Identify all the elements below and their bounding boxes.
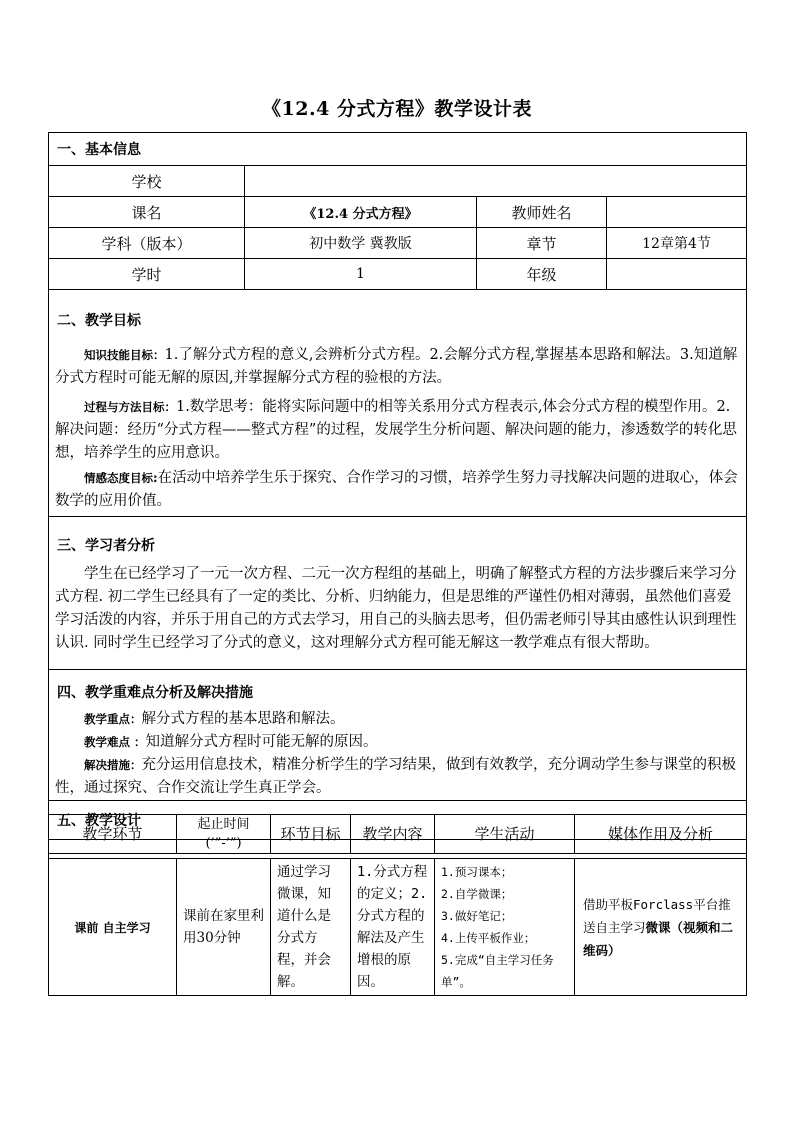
value-subject: 初中数学 冀教版 <box>245 228 477 259</box>
value-school <box>245 166 747 197</box>
objective-emotion-label: 情感态度目标: <box>84 471 158 485</box>
label-teacher: 教师姓名 <box>477 197 607 228</box>
objective-emotion <box>49 467 746 513</box>
activity-item: 5.完成“自主学习任务单”。 <box>441 953 554 989</box>
learner-analysis-text: 学生在已经学习了一元一次方程、二元一次方程组的基础上，明确了解整式方程的方法步骤后来学习分式方程. 初二学生已经具有了一定的类比、分析、归纳能力，但是思维的严谨性仍相对薄弱，虽然他们喜爱学习活泼的内容，并乐于用自己的方式去学习，用自己的头脑去思考，但仍需老师引导其由感性认识到理性认识. 同时学生已经学习了分式的意义，这对理解分式方程可能无解这一教学难点有很大帮助。 <box>55 566 737 651</box>
difficulty-text: 知道解分式方程时可能无解的原因。 <box>145 734 378 750</box>
label-course: 课名 <box>49 197 245 228</box>
difficulty-point <box>49 731 746 754</box>
header-time: 起止时间(’”-’”) <box>177 815 271 854</box>
objective-process-text: 1.数学思考：能将实际问题中的相等关系用分式方程表示,体会分式方程的模型作用。2.解决问题：经历“分式方程——整式方程”的过程，发展学生分析问题、解决问题的能力，渗透数学的转化思想，培养学生的应用意识。 <box>55 399 737 461</box>
activity-item: 3.做好笔记； <box>441 909 513 923</box>
media-text: 借助平板Forclass平台推送自主学习 <box>583 896 731 935</box>
section-learner-analysis <box>49 517 747 670</box>
solution-label: 解决措施： <box>84 758 142 772</box>
row-stage: 课前 自主学习 <box>49 859 177 996</box>
section-objectives <box>49 290 747 517</box>
section-learner-heading: 三、学习者分析 <box>57 538 155 554</box>
row-goal: 通过学习微课，知道什么是分式方程，并会解。 <box>271 859 351 996</box>
objective-process <box>49 396 746 465</box>
header-goal: 环节目标 <box>271 815 351 854</box>
row-activities <box>435 859 575 996</box>
header-stage: 教学环节 <box>49 815 177 854</box>
objective-knowledge <box>49 344 746 390</box>
activity-item: 4.上传平板作业； <box>441 931 536 945</box>
objective-emotion-text: 在活动中培养学生乐于探究、合作学习的习惯，培养学生努力寻找解决问题的进取心，体会数学的应用价值。 <box>55 470 738 509</box>
value-hours: 1 <box>245 259 477 290</box>
solution-measures <box>49 754 746 800</box>
section-basic-info-heading: 一、基本信息 <box>49 133 747 166</box>
value-grade <box>607 259 747 290</box>
key-point-label: 教学重点： <box>84 712 142 726</box>
section-key-points <box>49 670 747 801</box>
design-header-row <box>49 815 747 854</box>
design-table <box>48 132 747 840</box>
label-chapter: 章节 <box>477 228 607 259</box>
label-hours: 学时 <box>49 259 245 290</box>
activity-item: 1.预习课本； <box>441 865 513 879</box>
row-content: 1.分式方程的定义；2.分式方程的解法及产生增根的原因。 <box>351 859 435 996</box>
objective-process-label: 过程与方法目标： <box>84 400 176 414</box>
objective-knowledge-text: 1.了解分式方程的意义,会辨析分式方程。2.会解分式方程,掌握基本思路和解法。3.知道解分式方程时可能无解的原因,并掌握解分式方程的验根的方法。 <box>55 347 738 386</box>
design-row <box>49 859 747 996</box>
section-objectives-heading: 二、教学目标 <box>57 313 141 329</box>
info-row-hours <box>49 259 747 290</box>
value-chapter: 12章第4节 <box>607 228 747 259</box>
info-row-course <box>49 197 747 228</box>
key-point <box>49 708 746 731</box>
label-grade: 年级 <box>477 259 607 290</box>
info-row-school <box>49 166 747 197</box>
design-detail-table <box>48 814 747 996</box>
info-row-subject <box>49 228 747 259</box>
section-key-points-heading: 四、教学重难点分析及解决措施 <box>57 685 253 701</box>
objective-knowledge-label: 知识技能目标： <box>84 348 165 362</box>
solution-text: 充分运用信息技术，精准分析学生的学习结果，做到有效教学，充分调动学生参与课堂的积极性，通过探究、合作交流让学生真正学会。 <box>55 757 736 796</box>
page-title: 《12.4 分式方程》教学设计表 <box>262 98 532 120</box>
header-activities: 学生活动 <box>435 815 575 854</box>
header-content: 教学内容 <box>351 815 435 854</box>
section-design-heading: 五、教学设计 <box>49 801 747 840</box>
label-school: 学校 <box>49 166 245 197</box>
media-bold-text: 微课（视频和二维码） <box>583 919 734 958</box>
label-subject: 学科（版本） <box>49 228 245 259</box>
activity-item: 2.自学微课； <box>441 887 513 901</box>
value-course: 《12.4 分式方程》 <box>245 197 477 228</box>
row-time: 课前在家里利用30分钟 <box>177 859 271 996</box>
row-media <box>575 859 747 996</box>
key-point-text: 解分式方程的基本思路和解法。 <box>141 711 345 727</box>
value-teacher <box>607 197 747 228</box>
header-media: 媒体作用及分析 <box>575 815 747 854</box>
difficulty-label: 教学难点 ： <box>84 735 146 749</box>
